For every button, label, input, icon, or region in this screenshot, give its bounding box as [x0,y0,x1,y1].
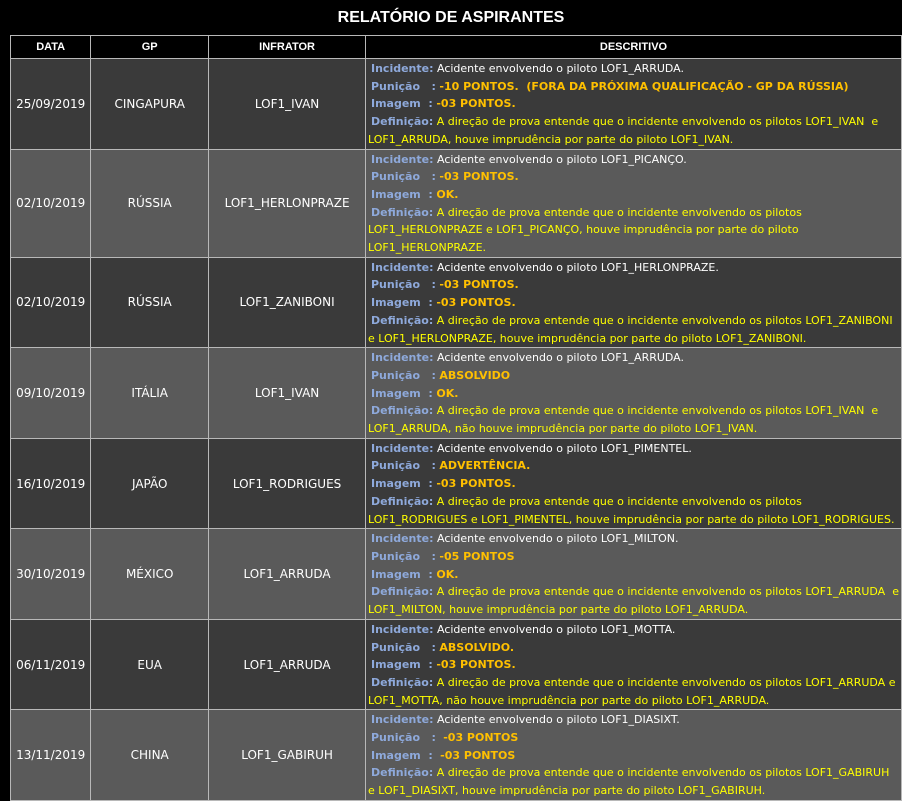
definicao-continuation-1: e LOF1_DIASIXT, houve imprudência por parte do piloto LOF1_GABIRUH. [368,784,766,798]
cell-data: 25/09/2019 [11,59,91,150]
definicao-continuation-1: LOF1_MILTON, houve imprudência por parte do piloto LOF1_ARRUDA. [368,603,749,617]
definicao-line [368,764,899,782]
cell-gp: JAPÃO [91,438,209,529]
incidente-line [368,349,899,367]
incidente-value: Acidente envolvendo o piloto LOF1_HERLONPRAZE. [437,260,719,274]
definicao-continuation-1: LOF1_ARRUDA, houve imprudência por parte do piloto LOF1_IVAN. [368,132,734,146]
definicao-line [368,493,899,511]
definicao-label: Definição: [371,494,434,508]
imagem-value: OK. [436,386,459,400]
incidente-value: Acidente envolvendo o piloto LOF1_PICANÇO. [437,152,687,166]
definicao-label: Definição: [371,205,434,219]
punicao-line [368,367,899,385]
imagem-line [368,747,899,765]
table-row [11,529,902,620]
definicao-continuation-1: LOF1_MOTTA, não houve imprudência por parte do piloto LOF1_ARRUDA. [368,693,770,707]
cell-infrator: LOF1_ARRUDA [209,529,366,620]
definicao-label: Definição: [371,313,434,327]
punicao-line [368,78,899,96]
incidente-label: Incidente: [371,441,434,455]
table-row [11,710,902,801]
incidente-line [368,530,899,548]
cell-infrator: LOF1_ARRUDA [209,619,366,710]
definicao-value-1: A direção de prova entende que o incidente envolvendo os pilotos LOF1_GABIRUH [436,766,890,780]
table-row [11,149,902,257]
punicao-label: Punição : [371,459,436,473]
punicao-value: -10 PONTOS. (FORA DA PRÓXIMA QUALIFICAÇÃO - GP DA RÚSSIA) [439,79,849,93]
incidente-label: Incidente: [371,532,434,546]
definicao-line [368,113,899,131]
incidente-label: Incidente: [371,152,434,166]
incidente-value: Acidente envolvendo o piloto LOF1_MILTON. [437,532,679,546]
imagem-label: Imagem : [371,296,433,310]
imagem-line [368,95,899,113]
incidente-value: Acidente envolvendo o piloto LOF1_ARRUDA. [437,62,685,75]
punicao-label: Punição : [371,368,436,382]
imagem-value: -03 PONTOS. [436,97,516,111]
cell-infrator: LOF1_HERLONPRAZE [209,149,366,257]
definicao-continuation-1: LOF1_ARRUDA, não houve imprudência por parte do piloto LOF1_IVAN. [368,422,758,436]
cell-descritivo [366,619,902,710]
punicao-line [368,639,899,657]
definicao-line [368,674,899,692]
cell-infrator: LOF1_GABIRUH [209,710,366,801]
imagem-label: Imagem : [371,567,433,581]
imagem-value: OK. [436,567,459,581]
cell-descritivo [366,257,902,348]
report-title: RELATÓRIO DE ASPIRANTES [337,9,565,26]
definicao-value-1: A direção de prova entende que o incidente envolvendo os pilotos LOF1_ARRUDA e [436,675,896,689]
imagem-label: Imagem : [371,97,433,111]
cell-gp: ITÁLIA [91,348,209,439]
table-row [11,619,902,710]
cell-infrator: LOF1_RODRIGUES [209,438,366,529]
incidente-value: Acidente envolvendo o piloto LOF1_PIMENTEL. [437,441,692,455]
imagem-value: -03 PONTOS. [436,477,516,491]
definicao-line [368,204,899,222]
incidente-label: Incidente: [371,62,434,75]
punicao-label: Punição : [371,549,436,563]
table-row [11,438,902,529]
imagem-line [368,566,899,584]
definicao-value-1: A direção de prova entende que o incidente envolvendo os pilotos [436,205,802,219]
imagem-line [368,385,899,403]
definicao-value-1: A direção de prova entende que o incidente envolvendo os pilotos LOF1_IVAN e [436,404,879,418]
definicao-label: Definição: [371,404,434,418]
definicao-value-1: A direção de prova entende que o incidente envolvendo os pilotos LOF1_ZANIBONI [436,313,893,327]
punicao-label: Punição : [371,170,436,184]
punicao-line [368,548,899,566]
punicao-label: Punição : [371,640,436,654]
definicao-value-1: A direção de prova entende que o incidente envolvendo os pilotos LOF1_IVAN e [436,115,879,129]
definicao-line [368,402,899,420]
incidente-label: Incidente: [371,622,434,636]
punicao-line [368,168,899,186]
cell-data: 30/10/2019 [11,529,91,620]
definicao-label: Definição: [371,115,434,129]
incidente-line [368,621,899,639]
cell-data: 02/10/2019 [11,257,91,348]
definicao-value-1: A direção de prova entende que o incidente envolvendo os pilotos [436,494,802,508]
incidente-line [368,440,899,458]
punicao-value: ABSOLVIDO [439,368,511,382]
incidente-label: Incidente: [371,713,434,727]
imagem-line [368,656,899,674]
report-table [10,35,902,801]
table-row [11,59,902,150]
definicao-label: Definição: [371,585,434,599]
cell-infrator: LOF1_IVAN [209,59,366,150]
punicao-label: Punição : [371,278,436,292]
cell-descritivo [366,59,902,150]
punicao-value: -03 PONTOS [439,731,519,745]
definicao-label: Definição: [371,675,434,689]
cell-descritivo [366,438,902,529]
cell-descritivo [366,348,902,439]
imagem-value: -03 PONTOS. [436,296,516,310]
incidente-label: Incidente: [371,260,434,274]
incidente-value: Acidente envolvendo o piloto LOF1_ARRUDA. [437,351,685,365]
punicao-value: -03 PONTOS. [439,170,519,184]
cell-gp: RÚSSIA [91,149,209,257]
imagem-label: Imagem : [371,658,433,672]
definicao-continuation-1: LOF1_RODRIGUES e LOF1_PIMENTEL, houve imprudência por parte do piloto LOF1_RODRIGUES. [368,512,895,526]
punicao-value: ABSOLVIDO. [439,640,515,654]
punicao-value: -05 PONTOS [439,549,515,563]
definicao-line [368,583,899,601]
definicao-continuation-1: e LOF1_HERLONPRAZE, houve imprudência por parte do piloto LOF1_ZANIBONI. [368,331,807,345]
header-descritivo: DESCRITIVO [366,36,902,59]
punicao-label: Punição : [371,731,436,745]
cell-data: 16/10/2019 [11,438,91,529]
incidente-value: Acidente envolvendo o piloto LOF1_MOTTA. [437,622,676,636]
cell-infrator: LOF1_IVAN [209,348,366,439]
cell-descritivo [366,149,902,257]
definicao-continuation-2: LOF1_HERLONPRAZE. [368,241,487,255]
imagem-value: -03 PONTOS [436,748,516,762]
cell-gp: RÚSSIA [91,257,209,348]
header-row [11,36,902,59]
header-infrator: INFRATOR [209,36,366,59]
incidente-label: Incidente: [371,351,434,365]
cell-data: 06/11/2019 [11,619,91,710]
imagem-label: Imagem : [371,477,433,491]
cell-gp: EUA [91,619,209,710]
cell-descritivo [366,710,902,801]
cell-infrator: LOF1_ZANIBONI [209,257,366,348]
cell-gp: MÉXICO [91,529,209,620]
definicao-label: Definição: [371,766,434,780]
imagem-label: Imagem : [371,748,433,762]
imagem-line [368,294,899,312]
imagem-line [368,186,899,204]
table-row [11,348,902,439]
cell-gp: CINGAPURA [91,59,209,150]
incidente-line [368,711,899,729]
incidente-value: Acidente envolvendo o piloto LOF1_DIASIXT. [437,713,680,727]
cell-data: 13/11/2019 [11,710,91,801]
definicao-continuation-1: LOF1_HERLONPRAZE e LOF1_PICANÇO, houve imprudência por parte do piloto [368,223,799,237]
imagem-value: -03 PONTOS. [436,658,516,672]
cell-gp: CHINA [91,710,209,801]
cell-data: 02/10/2019 [11,149,91,257]
header-gp: GP [91,36,209,59]
imagem-value: OK. [436,187,459,201]
punicao-line [368,729,899,747]
incidente-line [368,259,899,277]
imagem-line [368,475,899,493]
header-data: DATA [11,36,91,59]
punicao-line [368,457,899,475]
table-body [11,59,902,801]
imagem-label: Imagem : [371,386,433,400]
punicao-value: ADVERTÊNCIA. [439,459,531,473]
incidente-line [368,151,899,169]
punicao-label: Punição : [371,79,436,93]
table-row [11,257,902,348]
cell-descritivo [366,529,902,620]
definicao-value-1: A direção de prova entende que o incidente envolvendo os pilotos LOF1_ARRUDA e [436,585,899,599]
incidente-line [368,60,899,78]
cell-data: 09/10/2019 [11,348,91,439]
definicao-line [368,312,899,330]
punicao-line [368,276,899,294]
punicao-value: -03 PONTOS. [439,278,519,292]
imagem-label: Imagem : [371,187,433,201]
